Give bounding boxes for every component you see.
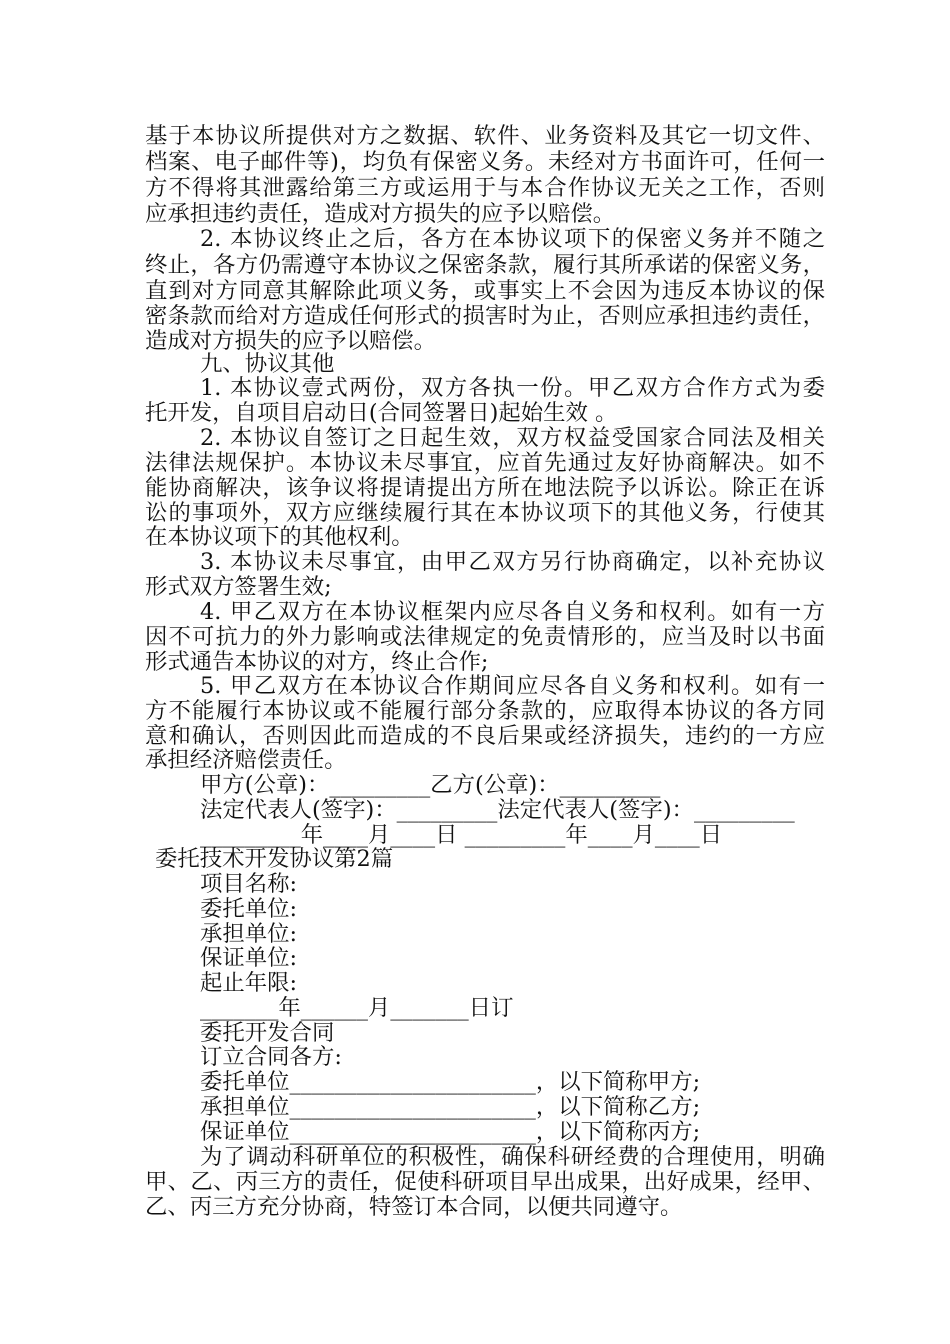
text-line: 2. 本协议自签订之日起生效，双方权益受国家合同法及相关 (200, 425, 825, 451)
field-guarantor-unit: 保证单位: (200, 945, 298, 971)
party-c-line: 保证单位______________________，以下简称丙方; (200, 1119, 701, 1145)
document-title: 委托技术开发协议第2篇 (155, 846, 394, 872)
signature-line-date: _________年____月____日 _________年____月____日 (200, 822, 723, 848)
text-line: 应承担违约责任，造成对方损失的应予以赔偿。 (145, 201, 616, 227)
field-client-unit: 委托单位: (200, 896, 298, 922)
text-line: 密条款而给对方造成任何形式的损害时为止，否则应承担违约责任， (145, 303, 825, 329)
text-line: 4. 甲乙双方在本协议框架内应尽各自义务和权利。如有一方 (200, 599, 825, 625)
text-line: 乙、丙三方充分协商，特签订本合同，以便共同遵守。 (145, 1194, 683, 1220)
text-line: 终止，各方仍需遵守本协议之保密条款，履行其所承诺的保密义务， (145, 252, 825, 278)
text-line: 3. 本协议未尽事宜，由甲乙双方另行协商确定，以补充协议 (200, 549, 825, 575)
text-line: 承担经济赔偿责任。 (145, 747, 347, 773)
field-contractor-unit: 承担单位: (200, 921, 298, 947)
text-line: 意和确认，否则因此而造成的不良后果或经济损失，违约的一方应 (145, 723, 825, 749)
text-line: 基于本协议所提供对方之数据、软件、业务资料及其它一切文件、 (145, 123, 825, 149)
text-line: 形式双方签署生效; (145, 574, 332, 600)
text-line: 法律法规保护。本协议未尽事宜，应首先通过友好协商解决。如不 (145, 450, 825, 476)
text-line: 讼的事项外，双方应继续履行其在本协议项下的其他义务，行使其 (145, 500, 825, 526)
text-line: 形式通告本协议的对方，终止合作; (145, 649, 489, 675)
field-project-name: 项目名称: (200, 871, 298, 897)
text-line: 甲、乙、丙三方的责任，促使科研项目早出成果，出好成果，经甲、 (145, 1169, 825, 1195)
text-line: 能协商解决，该争议将提请提出方所在地法院予以诉讼。除正在诉 (145, 475, 825, 501)
text-line: 直到对方同意其解除此项义务，或事实上不会因为违反本协议的保 (145, 278, 825, 304)
text-line: 2. 本协议终止之后，各方在本协议项下的保密义务并不随之 (200, 226, 825, 252)
text-line: 为了调动科研单位的积极性，确保科研经费的合理使用，明确 (200, 1144, 825, 1170)
signature-line-seal: 甲方(公章)：_________乙方(公章)：_________ (200, 772, 661, 798)
text-line: 因不可抗力的外力影响或法律规定的免责情形的，应当及时以书面 (145, 624, 825, 650)
text-line: 在本协议项下的其他权利。 (145, 524, 414, 550)
text-line: 方不得将其泄露给第三方或运用于与本合作协议无关之工作，否则 (145, 175, 825, 201)
text-line: 造成对方损失的应予以赔偿。 (145, 328, 437, 354)
contract-title: 委托开发合同 (200, 1020, 335, 1046)
text-line: 档案、电子邮件等)，均负有保密义务。未经对方书面许可，任何一 (145, 149, 825, 175)
text-line: 5. 甲乙双方在本协议合作期间应尽各自义务和权利。如有一 (200, 673, 825, 699)
text-line: 1. 本协议壹式两份，双方各执一份。甲乙双方合作方式为委 (200, 375, 825, 401)
section-heading: 九、协议其他 (200, 351, 335, 377)
field-signing-date: _______年______月_______日订 (200, 995, 514, 1021)
parties-heading: 订立合同各方: (200, 1044, 342, 1070)
field-term: 起止年限: (200, 970, 298, 996)
text-line: 方不能履行本协议或不能履行部分条款的，应取得本协议的各方同 (145, 698, 825, 724)
signature-line-representative: 法定代表人(签字)：_________法定代表人(签字)：_________ (200, 797, 795, 823)
party-a-line: 委托单位______________________，以下简称甲方; (200, 1069, 701, 1095)
text-line: 托开发，自项目启动日(合同签署日)起始生效 。 (145, 400, 618, 426)
party-b-line: 承担单位______________________，以下简称乙方; (200, 1094, 701, 1120)
